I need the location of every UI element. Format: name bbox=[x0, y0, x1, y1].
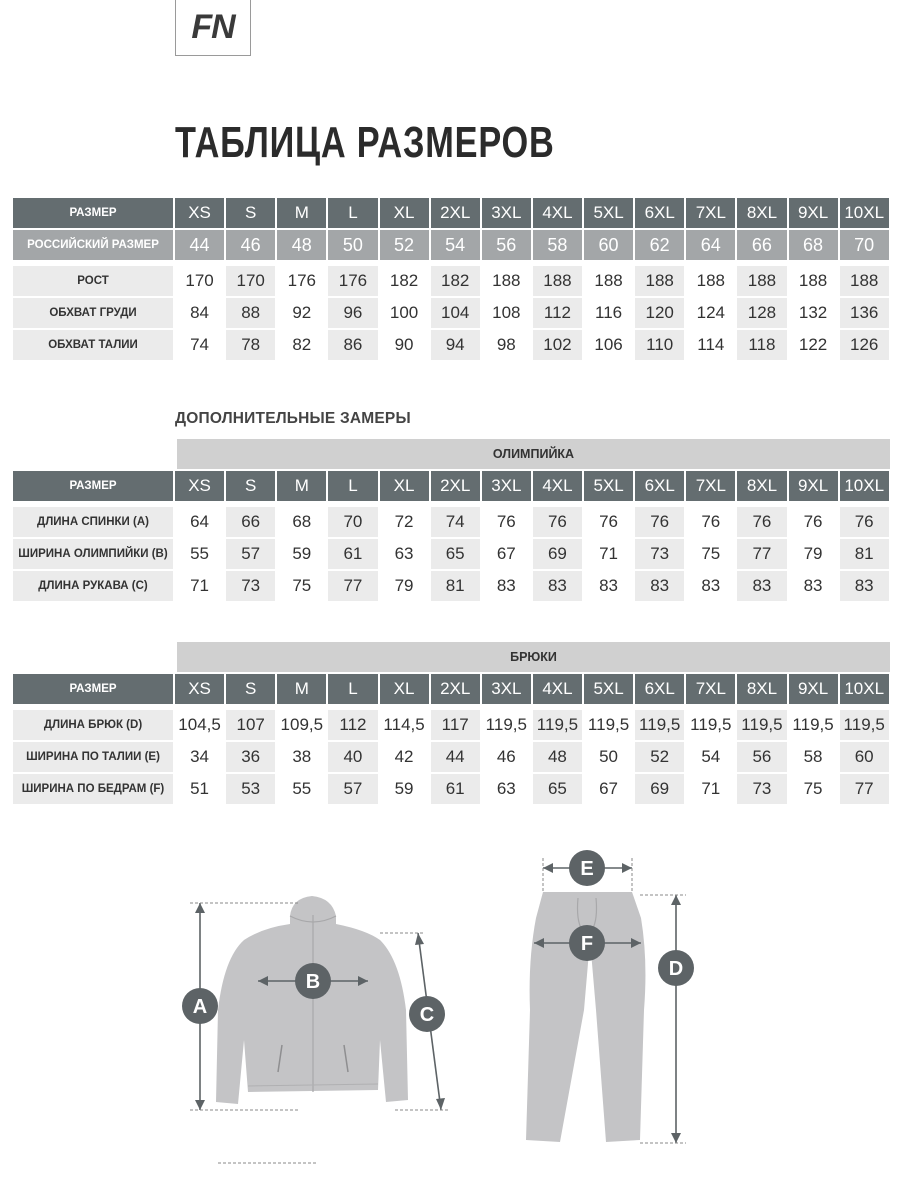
size-cell: 6XL bbox=[635, 471, 684, 501]
value-cell: 107 bbox=[226, 710, 275, 740]
row-label: ШИРИНА ПО ТАЛИИ (E) bbox=[13, 742, 173, 772]
value-cell: 67 bbox=[584, 774, 633, 804]
value-cell: 75 bbox=[686, 539, 735, 569]
value-cell: 40 bbox=[328, 742, 377, 772]
marker-b bbox=[295, 963, 331, 999]
row-label: ШИРИНА ОЛИМПИЙКИ (B) bbox=[13, 539, 173, 569]
size-cell: 3XL bbox=[482, 198, 531, 228]
size-cell: XS bbox=[175, 674, 224, 704]
value-cell: 119,5 bbox=[789, 710, 838, 740]
value-cell: 188 bbox=[482, 266, 531, 296]
value-cell: 112 bbox=[533, 298, 582, 328]
row-label: ДЛИНА БРЮК (D) bbox=[13, 710, 173, 740]
value-cell: 60 bbox=[840, 742, 889, 772]
value-cell: 48 bbox=[277, 230, 326, 260]
value-cell: 188 bbox=[635, 266, 684, 296]
value-cell: 68 bbox=[789, 230, 838, 260]
value-cell: 77 bbox=[737, 539, 786, 569]
value-cell: 79 bbox=[789, 539, 838, 569]
value-cell: 74 bbox=[431, 507, 480, 537]
value-cell: 83 bbox=[482, 571, 531, 601]
marker-c-label: C bbox=[419, 1004, 435, 1026]
marker-c bbox=[409, 996, 445, 1032]
value-cell: 70 bbox=[328, 507, 377, 537]
value-cell: 128 bbox=[737, 298, 786, 328]
value-cell: 188 bbox=[584, 266, 633, 296]
size-cell: 7XL bbox=[686, 674, 735, 704]
marker-b-label: B bbox=[305, 971, 321, 993]
size-header-label: РАЗМЕР bbox=[13, 471, 173, 501]
value-cell: 73 bbox=[635, 539, 684, 569]
value-cell: 170 bbox=[175, 266, 224, 296]
value-cell: 76 bbox=[686, 507, 735, 537]
value-cell: 76 bbox=[584, 507, 633, 537]
value-cell: 126 bbox=[840, 330, 889, 360]
value-cell: 104,5 bbox=[175, 710, 224, 740]
value-cell: 57 bbox=[328, 774, 377, 804]
value-cell: 77 bbox=[328, 571, 377, 601]
size-cell: L bbox=[328, 674, 377, 704]
value-cell: 110 bbox=[635, 330, 684, 360]
marker-d-label: D bbox=[668, 958, 684, 980]
value-cell: 119,5 bbox=[737, 710, 786, 740]
value-cell: 182 bbox=[431, 266, 480, 296]
value-cell: 77 bbox=[840, 774, 889, 804]
size-cell: XL bbox=[380, 471, 429, 501]
size-cell: L bbox=[328, 198, 377, 228]
value-cell: 92 bbox=[277, 298, 326, 328]
value-cell: 76 bbox=[737, 507, 786, 537]
value-cell: 81 bbox=[840, 539, 889, 569]
value-cell: 120 bbox=[635, 298, 684, 328]
value-cell: 73 bbox=[226, 571, 275, 601]
value-cell: 124 bbox=[686, 298, 735, 328]
size-cell: 10XL bbox=[840, 471, 889, 501]
value-cell: 117 bbox=[431, 710, 480, 740]
value-cell: 108 bbox=[482, 298, 531, 328]
value-cell: 122 bbox=[789, 330, 838, 360]
value-cell: 94 bbox=[431, 330, 480, 360]
value-cell: 50 bbox=[328, 230, 377, 260]
marker-a bbox=[182, 988, 218, 1024]
value-cell: 53 bbox=[226, 774, 275, 804]
value-cell: 60 bbox=[584, 230, 633, 260]
row-label: ДЛИНА РУКАВА (C) bbox=[13, 571, 173, 601]
marker-f bbox=[569, 925, 605, 961]
size-cell: 7XL bbox=[686, 471, 735, 501]
value-cell: 83 bbox=[584, 571, 633, 601]
size-cell: 4XL bbox=[533, 471, 582, 501]
value-cell: 64 bbox=[686, 230, 735, 260]
value-cell: 46 bbox=[226, 230, 275, 260]
value-cell: 188 bbox=[840, 266, 889, 296]
value-cell: 48 bbox=[533, 742, 582, 772]
value-cell: 75 bbox=[789, 774, 838, 804]
marker-e bbox=[569, 850, 605, 886]
size-cell: 8XL bbox=[737, 674, 786, 704]
value-cell: 188 bbox=[789, 266, 838, 296]
value-cell: 86 bbox=[328, 330, 377, 360]
value-cell: 74 bbox=[175, 330, 224, 360]
page-title: ТАБЛИЦА РАЗМЕРОВ bbox=[175, 118, 555, 167]
value-cell: 38 bbox=[277, 742, 326, 772]
value-cell: 83 bbox=[840, 571, 889, 601]
size-cell: 5XL bbox=[584, 198, 633, 228]
row-label: ДЛИНА СПИНКИ (A) bbox=[13, 507, 173, 537]
value-cell: 56 bbox=[482, 230, 531, 260]
value-cell: 34 bbox=[175, 742, 224, 772]
size-cell: 4XL bbox=[533, 198, 582, 228]
jacket-band: ОЛИМПИЙКА bbox=[177, 439, 890, 469]
brand-logo: FN bbox=[175, 0, 251, 56]
row-label: ОБХВАТ ГРУДИ bbox=[13, 298, 173, 328]
value-cell: 102 bbox=[533, 330, 582, 360]
value-cell: 52 bbox=[635, 742, 684, 772]
value-cell: 55 bbox=[277, 774, 326, 804]
size-cell: 2XL bbox=[431, 674, 480, 704]
value-cell: 69 bbox=[533, 539, 582, 569]
value-cell: 66 bbox=[737, 230, 786, 260]
value-cell: 71 bbox=[584, 539, 633, 569]
marker-e-label: E bbox=[580, 858, 594, 880]
size-cell: S bbox=[226, 198, 275, 228]
size-header-label: РАЗМЕР bbox=[13, 198, 173, 228]
size-cell: 10XL bbox=[840, 198, 889, 228]
size-cell: 3XL bbox=[482, 471, 531, 501]
value-cell: 116 bbox=[584, 298, 633, 328]
value-cell: 188 bbox=[686, 266, 735, 296]
value-cell: 114 bbox=[686, 330, 735, 360]
value-cell: 76 bbox=[789, 507, 838, 537]
value-cell: 114,5 bbox=[380, 710, 429, 740]
size-cell: S bbox=[226, 674, 275, 704]
value-cell: 36 bbox=[226, 742, 275, 772]
value-cell: 59 bbox=[380, 774, 429, 804]
value-cell: 61 bbox=[431, 774, 480, 804]
value-cell: 119,5 bbox=[533, 710, 582, 740]
size-cell: L bbox=[328, 471, 377, 501]
value-cell: 44 bbox=[175, 230, 224, 260]
value-cell: 182 bbox=[380, 266, 429, 296]
size-cell: 8XL bbox=[737, 471, 786, 501]
value-cell: 44 bbox=[431, 742, 480, 772]
value-cell: 59 bbox=[277, 539, 326, 569]
value-cell: 83 bbox=[737, 571, 786, 601]
jacket-illustration bbox=[216, 896, 408, 1104]
value-cell: 73 bbox=[737, 774, 786, 804]
value-cell: 81 bbox=[431, 571, 480, 601]
value-cell: 76 bbox=[635, 507, 684, 537]
value-cell: 83 bbox=[635, 571, 684, 601]
size-header-label: РАЗМЕР bbox=[13, 674, 173, 704]
size-cell: S bbox=[226, 471, 275, 501]
size-cell: XL bbox=[380, 198, 429, 228]
value-cell: 78 bbox=[226, 330, 275, 360]
value-cell: 76 bbox=[533, 507, 582, 537]
value-cell: 51 bbox=[175, 774, 224, 804]
size-cell: 9XL bbox=[789, 471, 838, 501]
size-cell: 2XL bbox=[431, 471, 480, 501]
value-cell: 46 bbox=[482, 742, 531, 772]
value-cell: 71 bbox=[686, 774, 735, 804]
value-cell: 55 bbox=[175, 539, 224, 569]
size-cell: 4XL bbox=[533, 674, 582, 704]
value-cell: 170 bbox=[226, 266, 275, 296]
value-cell: 112 bbox=[328, 710, 377, 740]
value-cell: 61 bbox=[328, 539, 377, 569]
value-cell: 67 bbox=[482, 539, 531, 569]
value-cell: 136 bbox=[840, 298, 889, 328]
value-cell: 100 bbox=[380, 298, 429, 328]
value-cell: 188 bbox=[737, 266, 786, 296]
value-cell: 83 bbox=[789, 571, 838, 601]
size-cell: XS bbox=[175, 198, 224, 228]
size-cell: M bbox=[277, 198, 326, 228]
value-cell: 58 bbox=[789, 742, 838, 772]
row-label: ОБХВАТ ТАЛИИ bbox=[13, 330, 173, 360]
row-label: РОСТ bbox=[13, 266, 173, 296]
value-cell: 96 bbox=[328, 298, 377, 328]
size-cell: 10XL bbox=[840, 674, 889, 704]
value-cell: 50 bbox=[584, 742, 633, 772]
value-cell: 56 bbox=[737, 742, 786, 772]
marker-d bbox=[658, 950, 694, 986]
size-cell: M bbox=[277, 471, 326, 501]
value-cell: 57 bbox=[226, 539, 275, 569]
value-cell: 176 bbox=[277, 266, 326, 296]
value-cell: 65 bbox=[431, 539, 480, 569]
value-cell: 132 bbox=[789, 298, 838, 328]
value-cell: 188 bbox=[533, 266, 582, 296]
value-cell: 64 bbox=[175, 507, 224, 537]
value-cell: 70 bbox=[840, 230, 889, 260]
marker-a-label: A bbox=[192, 996, 208, 1018]
additional-measurements-title: ДОПОЛНИТЕЛЬНЫЕ ЗАМЕРЫ bbox=[175, 410, 411, 427]
value-cell: 90 bbox=[380, 330, 429, 360]
value-cell: 119,5 bbox=[584, 710, 633, 740]
value-cell: 83 bbox=[686, 571, 735, 601]
value-cell: 176 bbox=[328, 266, 377, 296]
value-cell: 66 bbox=[226, 507, 275, 537]
size-cell: 9XL bbox=[789, 198, 838, 228]
value-cell: 119,5 bbox=[635, 710, 684, 740]
value-cell: 63 bbox=[482, 774, 531, 804]
value-cell: 109,5 bbox=[277, 710, 326, 740]
russian-size-label: РОССИЙСКИЙ РАЗМЕР bbox=[13, 230, 173, 260]
row-label: ШИРИНА ПО БЕДРАМ (F) bbox=[13, 774, 173, 804]
value-cell: 68 bbox=[277, 507, 326, 537]
size-cell: 6XL bbox=[635, 674, 684, 704]
size-cell: 2XL bbox=[431, 198, 480, 228]
value-cell: 76 bbox=[840, 507, 889, 537]
size-cell: 6XL bbox=[635, 198, 684, 228]
size-cell: 5XL bbox=[584, 471, 633, 501]
value-cell: 58 bbox=[533, 230, 582, 260]
value-cell: 118 bbox=[737, 330, 786, 360]
value-cell: 79 bbox=[380, 571, 429, 601]
value-cell: 69 bbox=[635, 774, 684, 804]
value-cell: 42 bbox=[380, 742, 429, 772]
value-cell: 76 bbox=[482, 507, 531, 537]
value-cell: 82 bbox=[277, 330, 326, 360]
value-cell: 72 bbox=[380, 507, 429, 537]
value-cell: 106 bbox=[584, 330, 633, 360]
value-cell: 71 bbox=[175, 571, 224, 601]
value-cell: 54 bbox=[431, 230, 480, 260]
size-cell: 7XL bbox=[686, 198, 735, 228]
size-cell: XS bbox=[175, 471, 224, 501]
value-cell: 54 bbox=[686, 742, 735, 772]
value-cell: 119,5 bbox=[482, 710, 531, 740]
value-cell: 63 bbox=[380, 539, 429, 569]
pants-band: БРЮКИ bbox=[177, 642, 890, 672]
value-cell: 119,5 bbox=[686, 710, 735, 740]
value-cell: 75 bbox=[277, 571, 326, 601]
size-cell: XL bbox=[380, 674, 429, 704]
value-cell: 62 bbox=[635, 230, 684, 260]
value-cell: 84 bbox=[175, 298, 224, 328]
size-cell: 5XL bbox=[584, 674, 633, 704]
value-cell: 83 bbox=[533, 571, 582, 601]
size-cell: 9XL bbox=[789, 674, 838, 704]
size-cell: 8XL bbox=[737, 198, 786, 228]
value-cell: 104 bbox=[431, 298, 480, 328]
value-cell: 88 bbox=[226, 298, 275, 328]
value-cell: 98 bbox=[482, 330, 531, 360]
value-cell: 52 bbox=[380, 230, 429, 260]
marker-f-label: F bbox=[580, 933, 594, 955]
value-cell: 65 bbox=[533, 774, 582, 804]
size-cell: M bbox=[277, 674, 326, 704]
size-cell: 3XL bbox=[482, 674, 531, 704]
value-cell: 119,5 bbox=[840, 710, 889, 740]
